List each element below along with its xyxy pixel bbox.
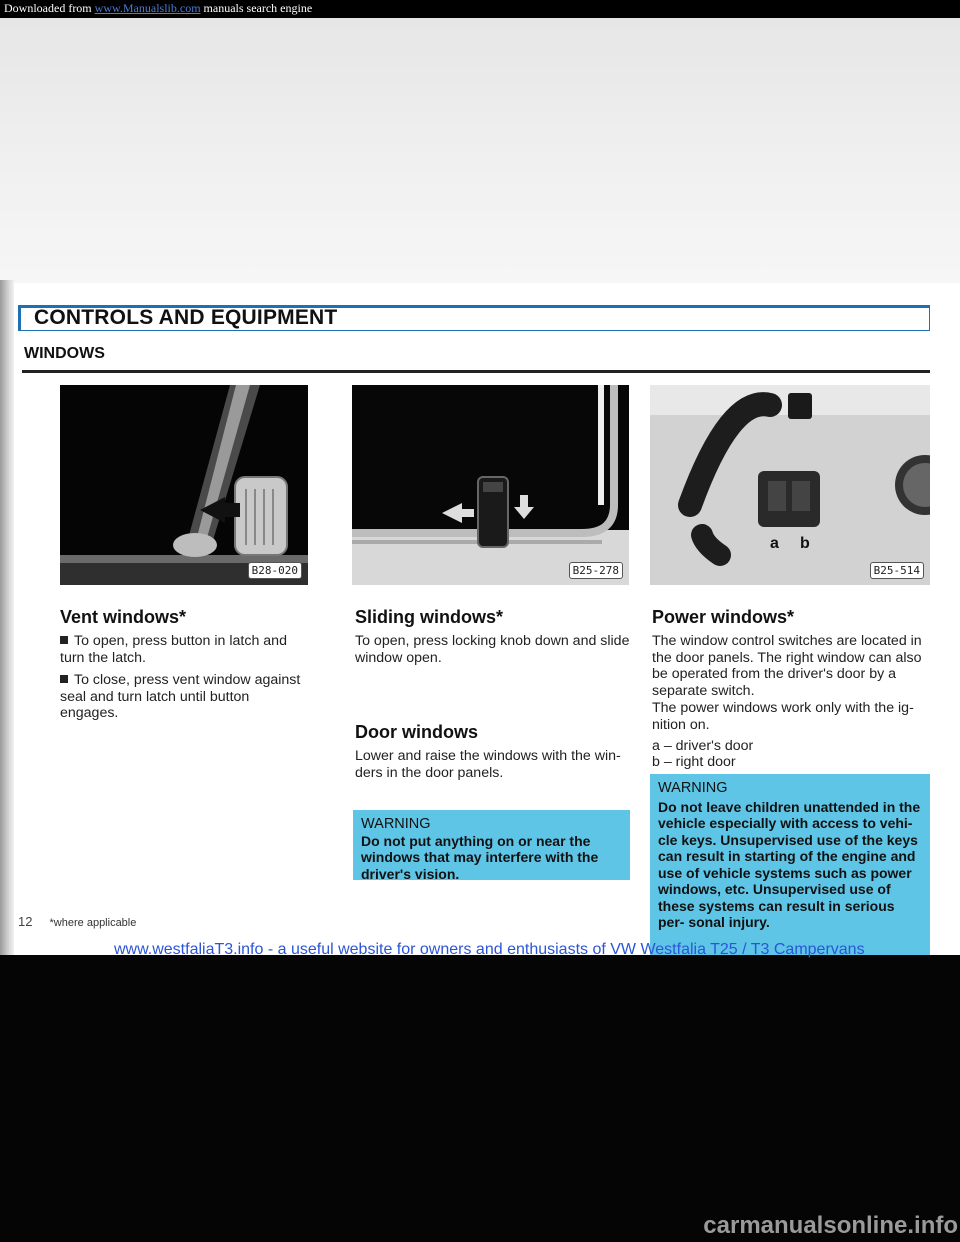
section-subtitle: WINDOWS <box>24 345 105 362</box>
footnote-text: *where applicable <box>49 917 137 929</box>
power-window-photo <box>650 385 930 585</box>
door-warning <box>353 810 630 880</box>
label-a: a <box>770 535 779 552</box>
warning-text: Do not put anything on or near the windows that may interfere with the driver's vision. <box>361 832 599 882</box>
sliding-window-illustration <box>352 385 629 585</box>
header-rule <box>22 370 930 373</box>
section-title: CONTROLS AND EQUIPMENT <box>34 306 338 329</box>
sliding-window-photo <box>352 385 629 585</box>
warning-text: Do not leave children unattended in the vehicle especially with access to vehi- cle keys. Unsupervised use of the keys can result in starting of the engine and use of vehicle systems such as power windows, etc. Unsupervised use of these systems can result in serious per- sonal injury. <box>658 798 921 930</box>
figure-code: B25-514 <box>870 562 924 579</box>
figure-code: B28-020 <box>248 562 302 579</box>
footnote <box>18 914 136 929</box>
vent-bullet: To close, press vent window against seal and turn latch until button engages. <box>60 672 301 721</box>
door-heading: Door windows <box>355 722 478 742</box>
power-window-illustration <box>650 385 930 585</box>
top-margin <box>0 18 960 283</box>
warning-title: WARNING <box>658 780 728 796</box>
sliding-heading: Sliding windows* <box>355 607 503 627</box>
top-banner <box>0 0 960 18</box>
figure-code: B25-278 <box>569 562 623 579</box>
manualslib-link[interactable]: www.Manualslib.com <box>94 1 201 15</box>
page-number: 12 <box>18 914 33 929</box>
warning-title: WARNING <box>361 816 431 832</box>
power-legend-a: a – driver's door <box>652 738 754 754</box>
bullet-icon <box>60 675 68 683</box>
label-b: b <box>800 535 810 552</box>
power-para-1: The window control switches are located in the door panels. The right window can also be operated from the driver's door by a separate switch. <box>652 633 922 699</box>
power-legend-b: b – right door <box>652 754 736 770</box>
bottom-black-area <box>0 955 960 1242</box>
vent-window-illustration <box>60 385 308 585</box>
door-text: Lower and raise the windows with the win- ders in the door panels. <box>355 748 621 781</box>
vent-bullet: To open, press button in latch and turn the latch. <box>60 633 287 666</box>
page-edge-shadow <box>0 280 14 960</box>
sliding-text: To open, press locking knob down and slide window open. <box>355 633 630 666</box>
vent-heading: Vent windows* <box>60 607 187 627</box>
website-link[interactable]: www.westfaliaT3.info - a useful website for owners and enthusiasts of VW Westfalia T25 / T3 Campervans <box>114 941 865 958</box>
watermark: carmanualsonline.info <box>703 1212 958 1239</box>
vent-window-photo <box>60 385 308 585</box>
bullet-icon <box>60 636 68 644</box>
power-heading: Power windows* <box>652 607 795 627</box>
power-para-2: The power windows work only with the ig- nition on. <box>652 700 914 733</box>
power-warning <box>650 774 930 956</box>
download-note: Downloaded from www.Manualslib.com manuals search engine <box>4 1 313 15</box>
